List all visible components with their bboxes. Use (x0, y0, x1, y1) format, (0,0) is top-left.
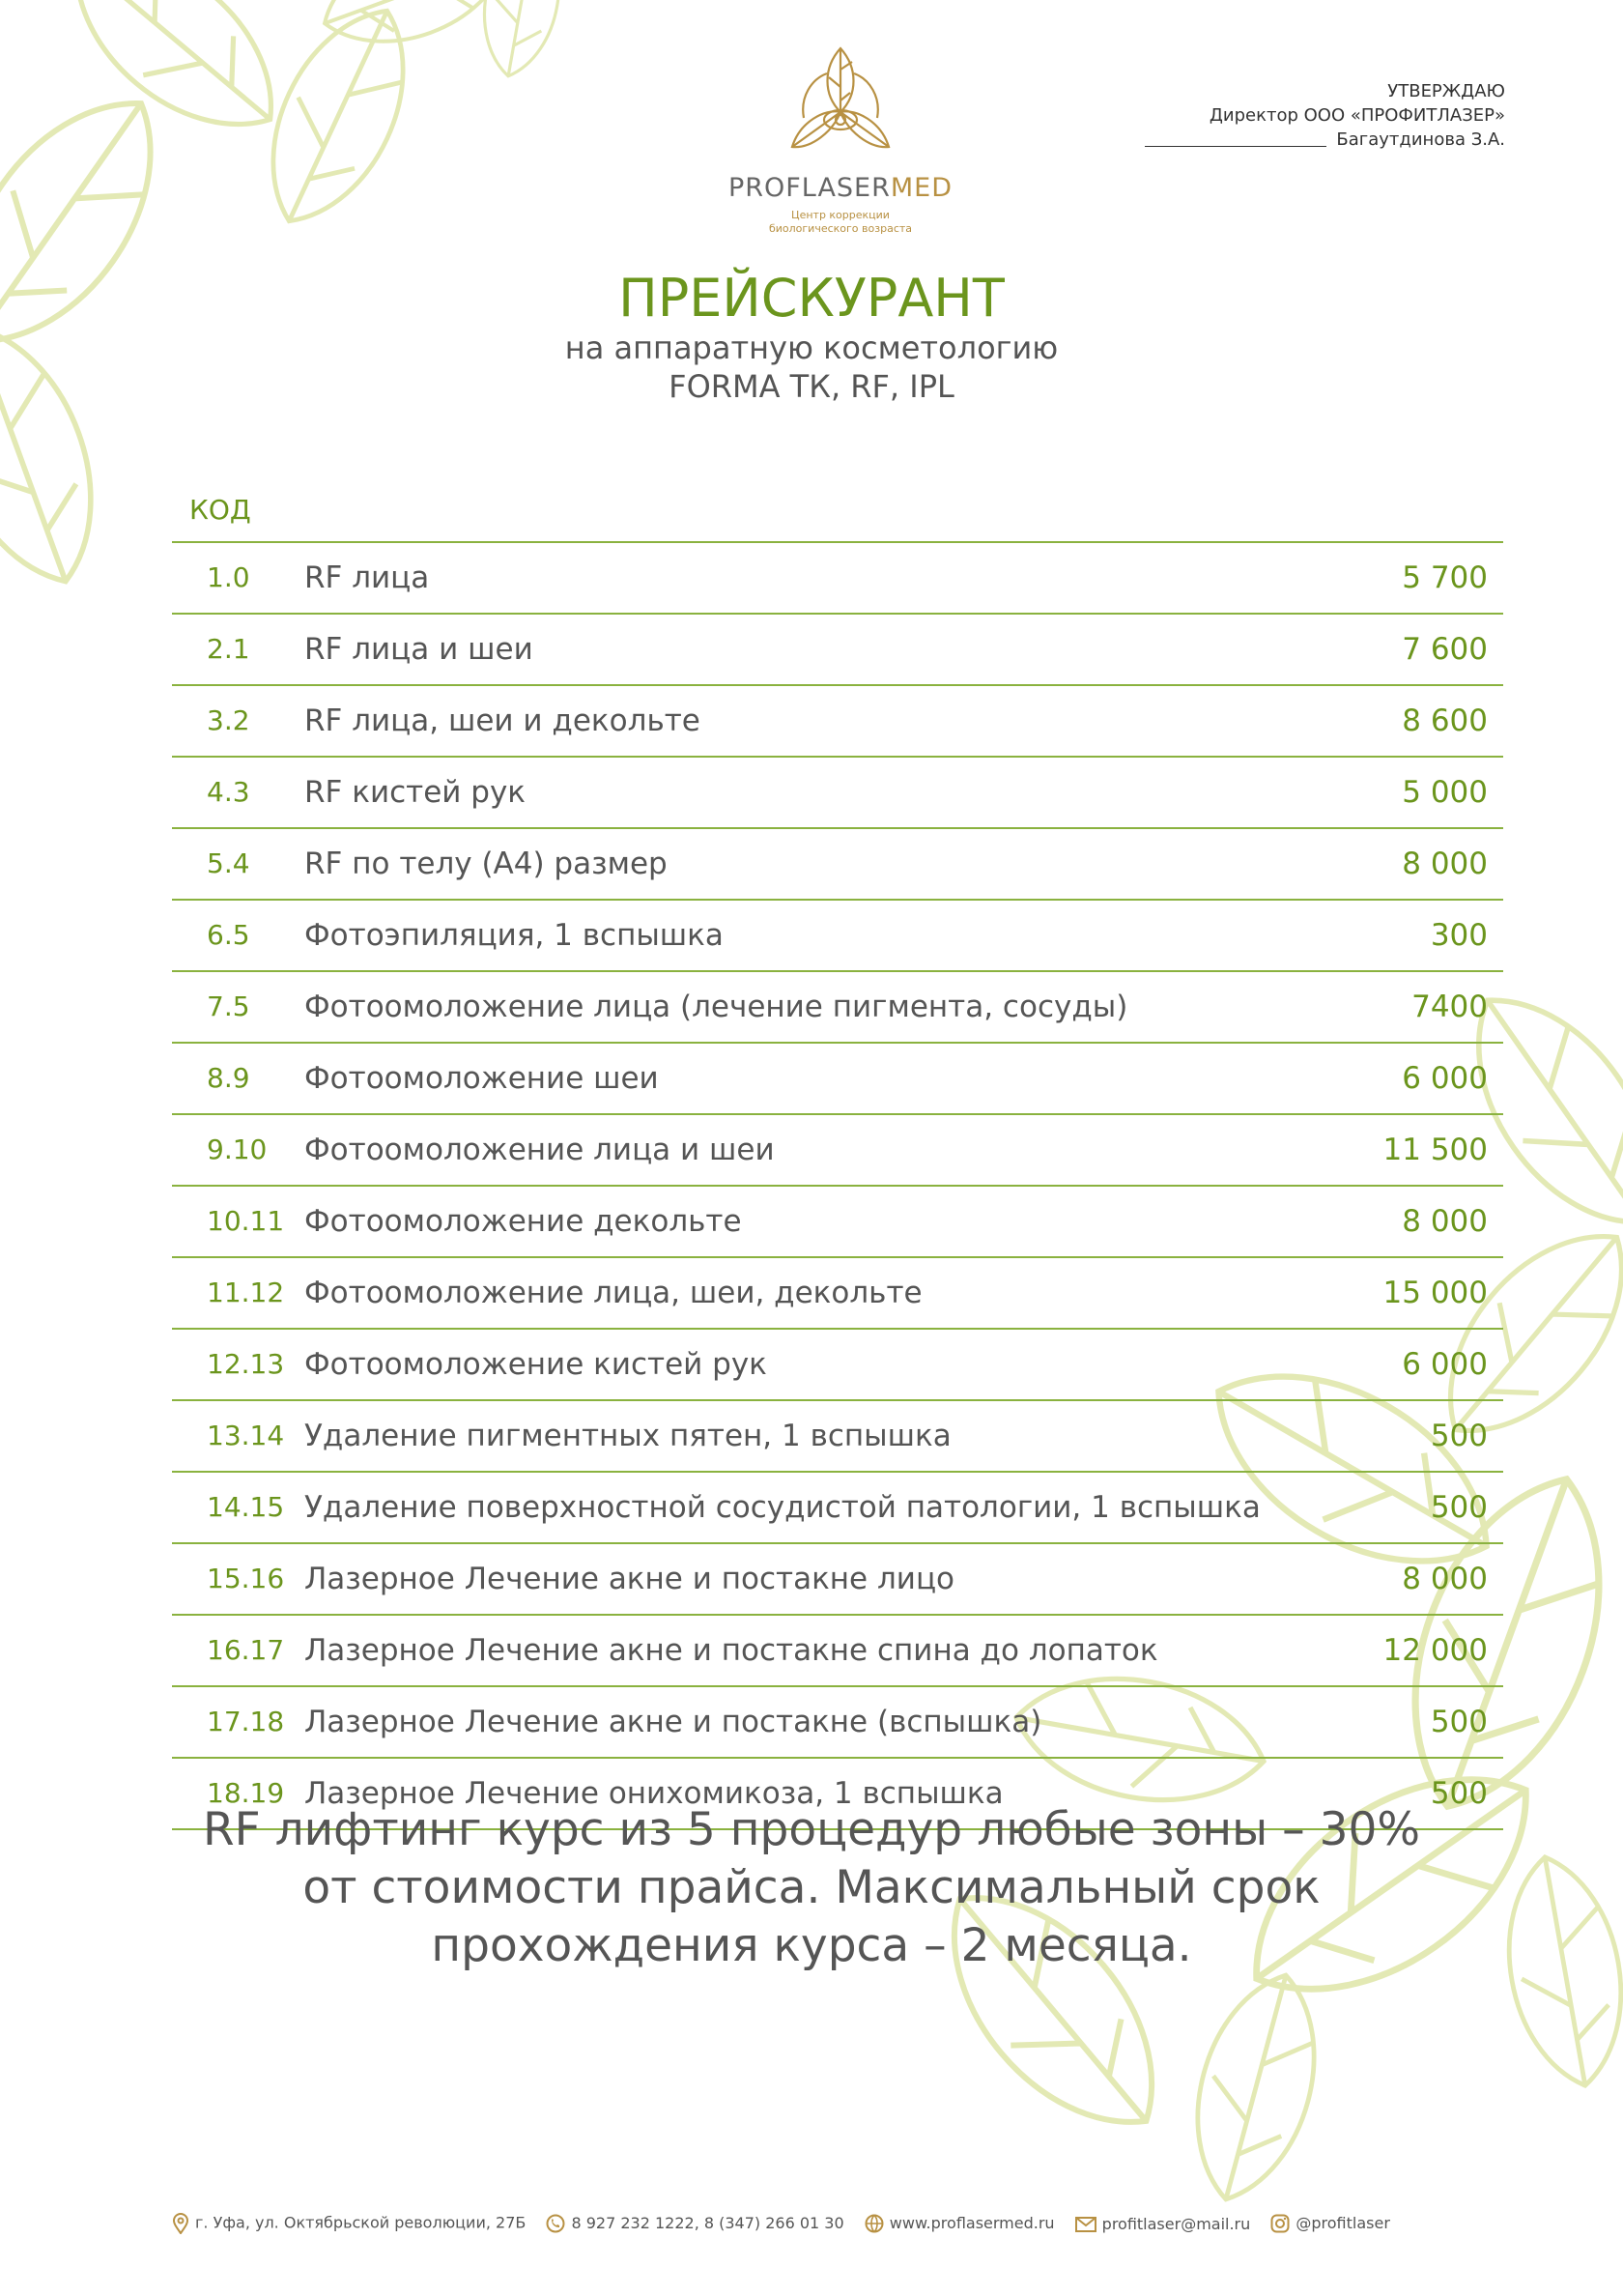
price-cell: 8 600 (1402, 703, 1488, 738)
price-cell: 8 000 (1402, 847, 1488, 881)
table-row (172, 1328, 1503, 1399)
code-cell: 13.14 (207, 1420, 285, 1451)
footer-email[interactable]: profitlaser@mail.ru (1075, 2215, 1251, 2233)
promo-note (0, 1801, 1623, 1975)
code-cell: 2.1 (207, 633, 250, 665)
mail-icon (1075, 2217, 1096, 2232)
price-cell: 15 000 (1382, 1276, 1488, 1310)
price-cell: 300 (1430, 918, 1488, 953)
approval-director: Директор ООО «ПРОФИТЛАЗЕР» (1209, 105, 1505, 126)
approval-line: УТВЕРЖДАЮ (1387, 81, 1505, 101)
price-cell: 7 600 (1402, 632, 1488, 667)
globe-icon (865, 2214, 884, 2233)
code-cell: 14.15 (207, 1491, 285, 1523)
table-row (172, 1042, 1503, 1113)
code-cell: 15.16 (207, 1563, 285, 1594)
code-cell: 10.11 (207, 1205, 285, 1237)
service-name-cell: Лазерное Лечение акне и постакне (вспышка) (304, 1705, 1042, 1739)
leaf-decoration (1174, 1962, 1338, 2214)
footer-address: г. Уфа, ул. Октябрьской революции, 27Б (172, 2213, 526, 2234)
service-name-cell: Фотоэпиляция, 1 вспышка (304, 918, 724, 953)
footer-phones[interactable]: 8 927 232 1222, 8 (347) 266 01 30 (546, 2214, 843, 2234)
service-name-cell: Лазерное Лечение акне и постакне лицо (304, 1562, 955, 1596)
code-cell: 17.18 (207, 1706, 285, 1737)
table-row (172, 1542, 1503, 1614)
table-header-code: КОД (189, 494, 251, 526)
code-cell: 5.4 (207, 847, 250, 879)
document-title (0, 269, 1623, 406)
service-name-cell: Фотоомоложение кистей рук (304, 1347, 767, 1382)
price-cell: 500 (1430, 1776, 1488, 1811)
price-cell: 5 700 (1402, 560, 1488, 595)
service-name-cell: Фотоомоложение декольте (304, 1204, 742, 1239)
brand-name: PROFLASERMED (727, 173, 954, 203)
service-name-cell: RF кистей рук (304, 775, 527, 810)
page-title: ПРЕЙСКУРАНТ (618, 268, 1005, 329)
code-cell: 8.9 (207, 1062, 250, 1094)
location-icon (172, 2213, 189, 2234)
brand-tagline: Центр коррекции биологического возраста (768, 209, 913, 235)
service-name-cell: Фотоомоложение лица и шеи (304, 1133, 775, 1167)
code-cell: 3.2 (207, 704, 250, 736)
code-cell: 4.3 (207, 776, 250, 808)
price-cell: 7400 (1411, 990, 1488, 1024)
company-logo (715, 41, 966, 244)
table-row (172, 1685, 1503, 1757)
leaf-decoration (472, 0, 570, 82)
table-row (172, 827, 1503, 899)
table-row (172, 613, 1503, 684)
leaf-decoration (41, 0, 308, 164)
table-row (172, 1185, 1503, 1256)
service-name-cell: RF по телу (А4) размер (304, 847, 668, 881)
service-name-cell: RF лица (304, 560, 430, 595)
table-row (172, 1614, 1503, 1685)
code-cell: 9.10 (207, 1134, 268, 1165)
approval-block (1099, 79, 1505, 152)
table-row (172, 541, 1503, 613)
table-row (172, 1399, 1503, 1471)
logo-emblem-icon (783, 41, 898, 166)
price-cell: 11 500 (1382, 1133, 1488, 1167)
service-name-cell: Лазерное Лечение онихомикоза, 1 вспышка (304, 1776, 1004, 1811)
page-subtitle-devices: FORMA ТК, RF, IPL (669, 368, 954, 405)
page-subtitle: на аппаратную косметологию (564, 330, 1059, 366)
code-cell: 11.12 (207, 1277, 285, 1308)
service-name-cell: Удаление пигментных пятен, 1 вспышка (304, 1419, 952, 1453)
code-cell: 6.5 (207, 919, 250, 951)
table-row (172, 970, 1503, 1042)
price-cell: 6 000 (1402, 1347, 1488, 1382)
service-name-cell: RF лица и шеи (304, 632, 533, 667)
service-name-cell: RF лица, шеи и декольте (304, 703, 700, 738)
table-row (172, 899, 1503, 970)
service-name-cell: Фотоомоложение лица, шеи, декольте (304, 1276, 923, 1310)
price-cell: 500 (1430, 1490, 1488, 1525)
footer-website[interactable]: www.proflasermed.ru (865, 2214, 1055, 2234)
price-table (172, 483, 1503, 1830)
price-cell: 500 (1430, 1705, 1488, 1739)
code-cell: 18.19 (207, 1777, 285, 1809)
service-name-cell: Фотоомоложение шеи (304, 1061, 659, 1096)
signature-name: Багаутдинова З.А. (1336, 129, 1505, 150)
phone-icon (546, 2214, 565, 2233)
code-cell: 12.13 (207, 1348, 285, 1380)
price-cell: 500 (1430, 1419, 1488, 1453)
table-row (172, 1471, 1503, 1542)
signature-line (1145, 129, 1326, 147)
table-row (172, 1256, 1503, 1328)
table-rows (172, 541, 1503, 1830)
price-cell: 8 000 (1402, 1562, 1488, 1596)
approval-signature (1099, 128, 1505, 152)
leaf-decoration (309, 0, 522, 66)
table-row (172, 756, 1503, 827)
promo-line: прохождения курса – 2 месяца. (431, 1919, 1192, 1972)
price-cell: 6 000 (1402, 1061, 1488, 1096)
service-name-cell: Удаление поверхностной сосудистой патологии, 1 вспышка (304, 1490, 1261, 1525)
footer-instagram[interactable]: @profitlaser (1270, 2214, 1390, 2234)
service-name-cell: Фотоомоложение лица (лечение пигмента, сосуды) (304, 990, 1128, 1024)
promo-line: RF лифтинг курс из 5 процедур любые зоны – 30% (202, 1803, 1421, 1856)
instagram-icon (1270, 2214, 1290, 2233)
price-cell: 5 000 (1402, 775, 1488, 810)
code-cell: 1.0 (207, 561, 250, 593)
table-row (172, 1113, 1503, 1185)
promo-line: от стоимости прайса. Максимальный срок (302, 1861, 1321, 1914)
code-cell: 16.17 (207, 1634, 285, 1666)
service-name-cell: Лазерное Лечение акне и постакне спина до лопаток (304, 1633, 1158, 1668)
code-cell: 7.5 (207, 990, 250, 1022)
price-cell: 8 000 (1402, 1204, 1488, 1239)
price-cell: 12 000 (1382, 1633, 1488, 1668)
table-row (172, 684, 1503, 756)
footer-contacts (172, 2213, 1428, 2234)
